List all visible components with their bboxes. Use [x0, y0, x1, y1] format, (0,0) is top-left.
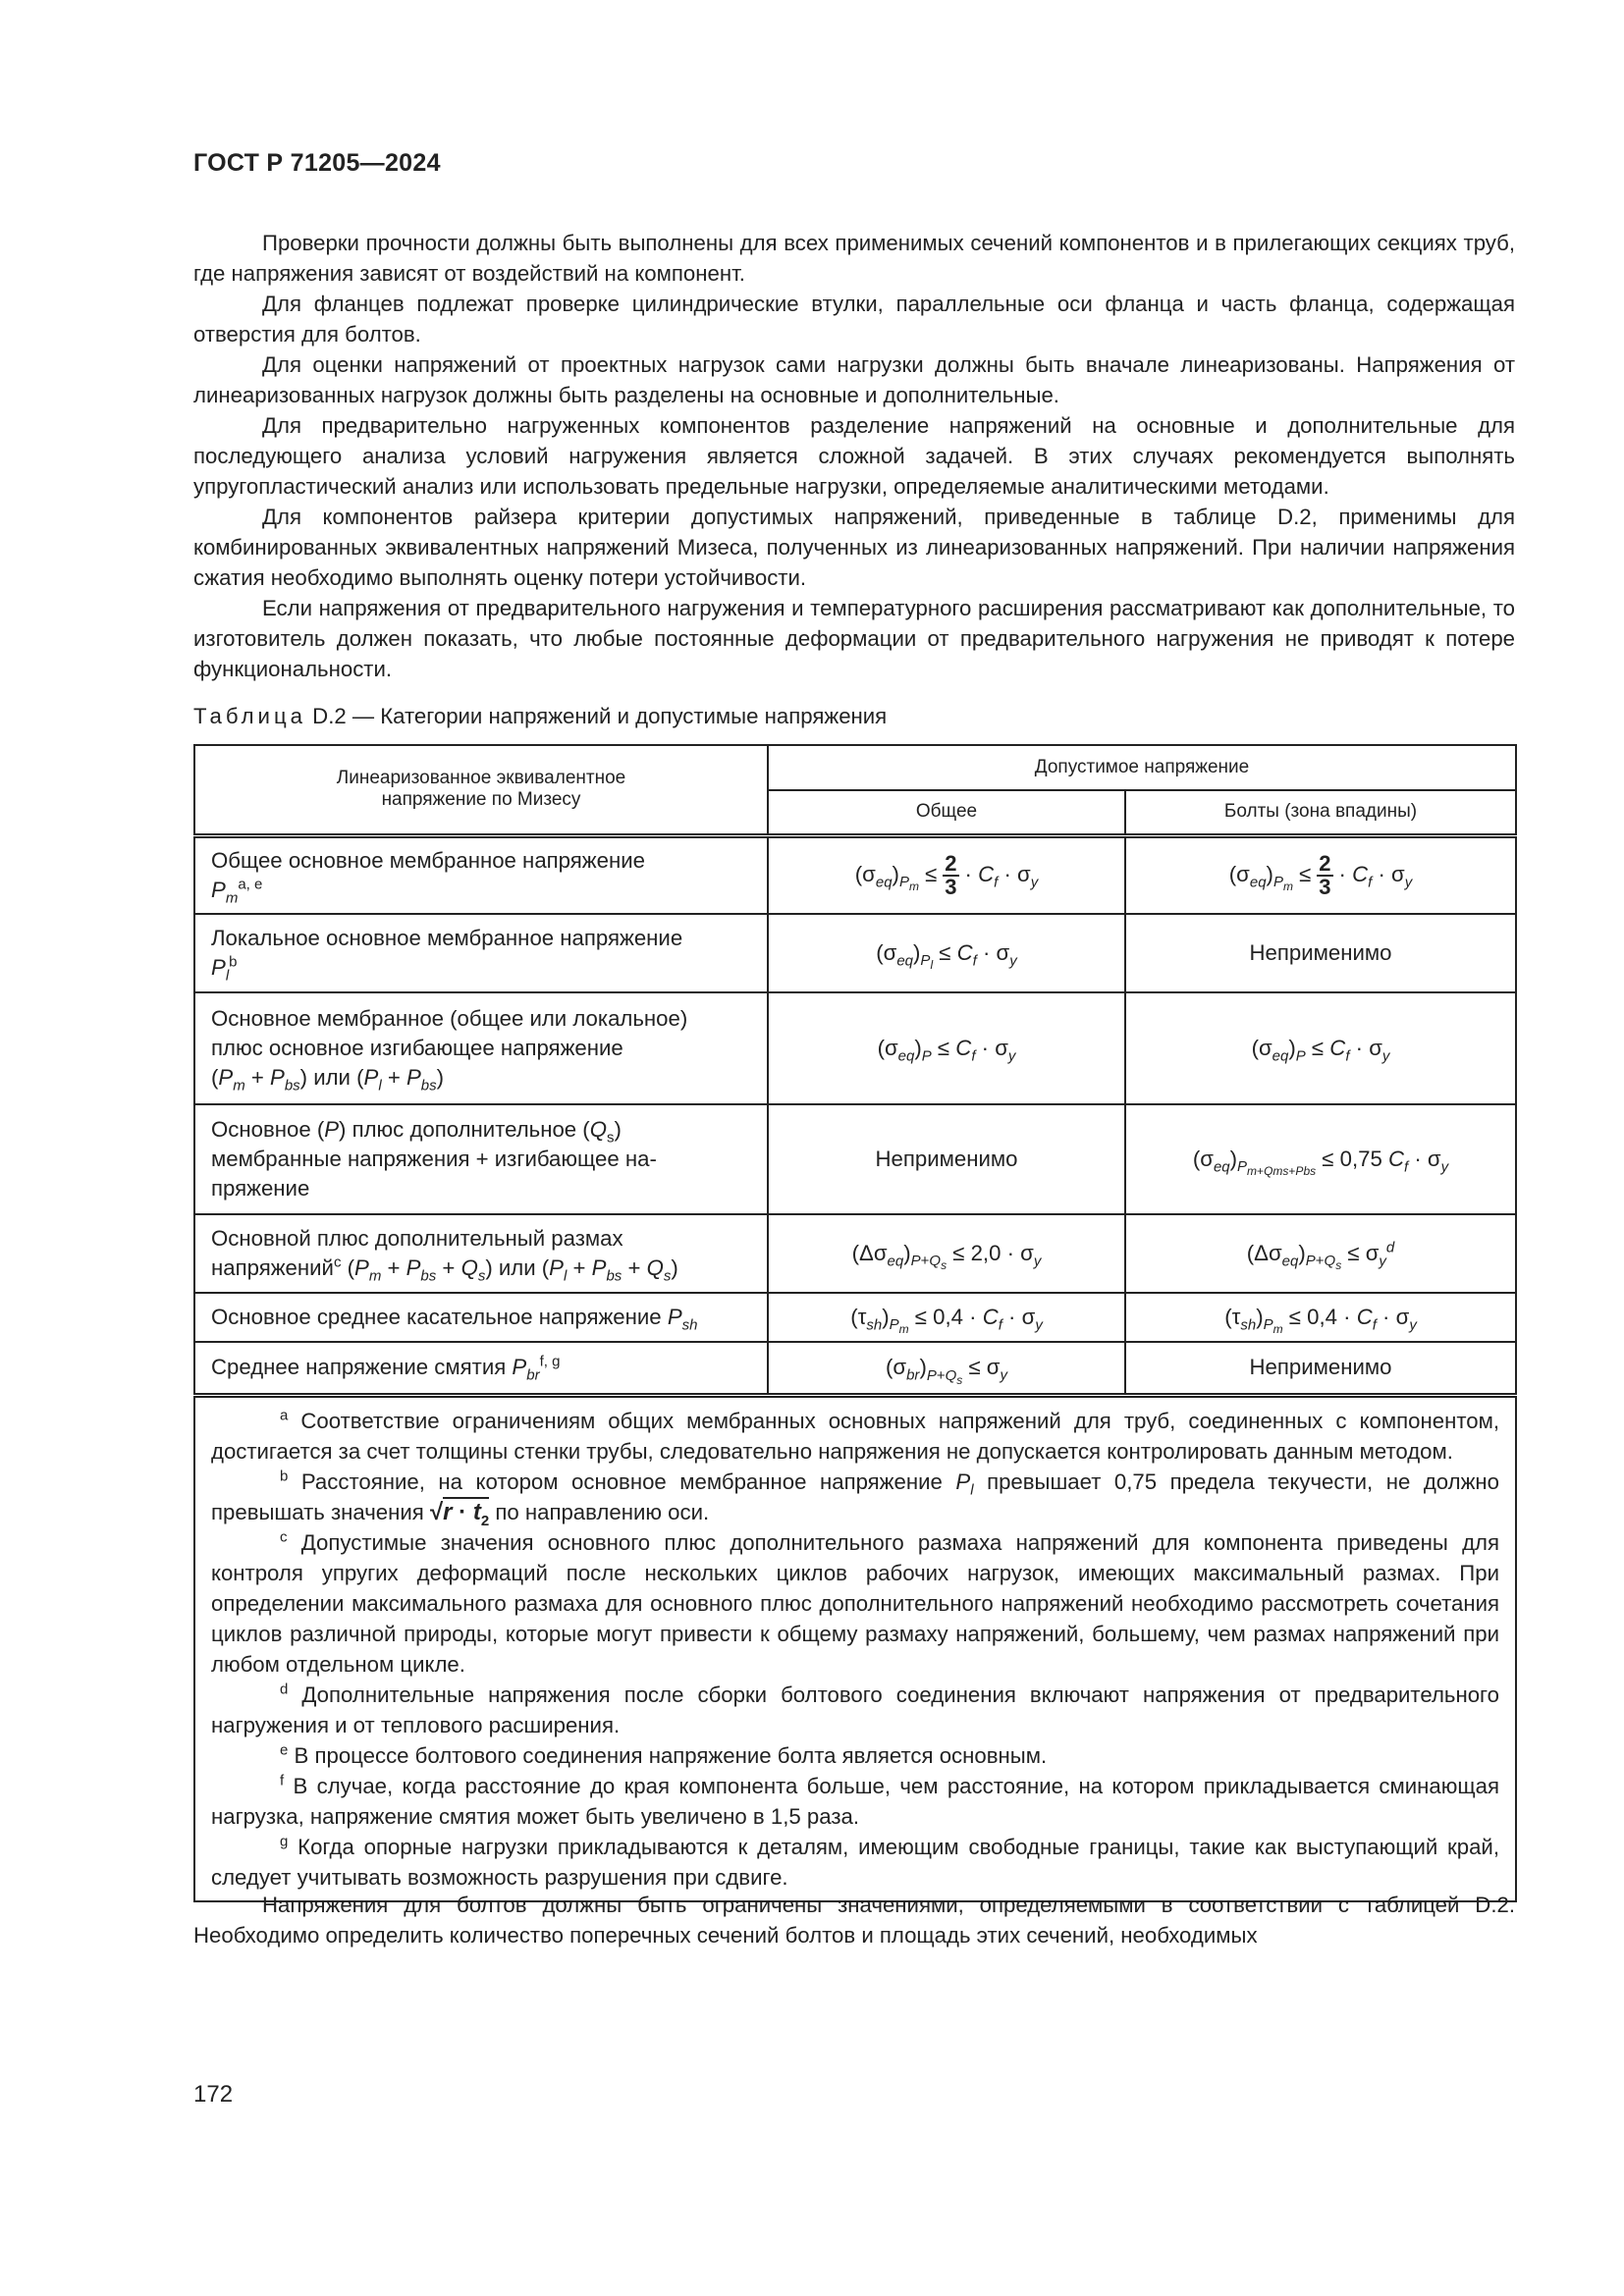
stress-table — [193, 744, 1517, 1902]
table-row — [194, 835, 1516, 914]
table-row — [194, 1214, 1516, 1293]
col-header-allowable: Допустимое напряжение — [768, 745, 1516, 790]
row-label: Основной плюс дополнительный размах напряжений$^c$ $(P_m + P_{bs} + Q_s)$ или $(P_l + P_{bs} + Q_s)$ — [194, 1214, 768, 1293]
footnote-g: $^g$ Когда опорные нагрузки прикладываются к деталям, имеющим свободные границы, такие как выступающий край, следует учитывать возможность разрушения при сдвиге. — [211, 1833, 1499, 1890]
col-header-bolts: Болты (зона впадины) — [1125, 790, 1516, 835]
footnote-c: $^c$ Допустимые значения основного плюс дополнительного размаха напряжений для компонента приведены для контроля упругих деформаций после нескольких циклов рабочих нагрузок, имеющих максимальный размах. При определении максимального размаха для основного плюс дополнительного напряжений необходимо рассмотреть сочетания циклов различной природы, которые могут привести к общему размаху напряжений, большему, чем размах напряжений при любом отдельном цикле. — [211, 1528, 1499, 1677]
after-table-text — [193, 1890, 1515, 1950]
criterion-bolts: $(\sigma_{eq})_P \le C_f \cdot \sigma_y$ — [1125, 992, 1516, 1104]
table-caption-prefix: Таблица — [193, 704, 306, 728]
row-label: Локальное основное мембранное напряжение $P_l^b$ — [194, 914, 768, 992]
row-label: Основное (P) плюс дополнительное $(Q_s)$ мембранные напряжения + изгибающее на- пряжение — [194, 1104, 768, 1214]
criterion-general: $(\sigma_{eq})_{P_m}$ ≤ $\frac{2}{3}$ · $C_f \cdot \sigma_y$ — [768, 835, 1125, 914]
paragraph: Проверки прочности должны быть выполнены для всех применимых сечений компонентов и в прилегающих секциях труб, где напряжения зависят от воздействий на компонент. — [193, 231, 1515, 286]
paragraph: Для фланцев подлежат проверке цилиндрические втулки, параллельные оси фланца и часть фланца, содержащая отверстия для болтов. — [193, 292, 1515, 347]
table-row — [194, 1342, 1516, 1395]
criterion-bolts: $(\tau_{sh})_{P_m} \le 0,4 \cdot C_f \cdot \sigma_y$ — [1125, 1293, 1516, 1342]
table-caption-text: D.2 — Категории напряжений и допустимые напряжения — [312, 704, 888, 728]
table-caption — [193, 704, 887, 729]
table-row — [194, 1104, 1516, 1214]
table-row — [194, 992, 1516, 1104]
footnote-f: $^f$ В случае, когда расстояние до края компонента больше, чем расстояние, на котором прикладывается сминающая нагрузка, напряжение смятия может быть увеличено в 1,5 раза. — [211, 1772, 1499, 1829]
criterion-general: $(\tau_{sh})_{P_m} \le 0,4 \cdot C_f \cdot \sigma_y$ — [768, 1293, 1125, 1342]
paragraph: Если напряжения от предварительного нагружения и температурного расширения рассматривают как дополнительные, то изготовитель должен показать, что любые постоянные деформации от предварительного нагружения не приводят к потере функциональности. — [193, 596, 1515, 681]
col-header-general: Общее — [768, 790, 1125, 835]
paragraph: Для предварительно нагруженных компонентов разделение напряжений на основные и дополнительные для последующего анализа условий нагружения является сложной задачей. В этих случаях рекомендуется выполнять упругопластический анализ или использовать предельные нагрузки, определяемые аналитическими методами. — [193, 413, 1515, 499]
row-label: Основное мембранное (общее или локальное) плюс основное изгибающее напряжение $(P_m + P_{bs})$ или $(P_l + P_{bs})$ — [194, 992, 768, 1104]
footnotes-cell — [194, 1395, 1516, 1901]
criterion-bolts: Неприменимо — [1125, 914, 1516, 992]
col-header-stress: Линеаризованное эквивалентное напряжение по Мизесу — [194, 745, 768, 835]
footnote-b: $^b$ Расстояние, на котором основное мембранное напряжение $P_l$ превышает 0,75 предела текучести, не должно превышать значения $√r \cdot t_2$ по направлению оси. — [211, 1468, 1500, 1529]
criterion-general: $(\sigma_{eq})_P \le C_f \cdot \sigma_y$ — [768, 992, 1125, 1104]
criterion-bolts: Неприменимо — [1125, 1342, 1516, 1395]
row-label: Среднее напряжение смятия $P_{br}^{f, g}$ — [194, 1342, 768, 1395]
criterion-general: $(\sigma_{br})_{P+Q_s} \le \sigma_y$ — [768, 1342, 1125, 1395]
criterion-general: $(\Delta\sigma_{eq})_{P+Q_s} \le 2,0 \cdot \sigma_y$ — [768, 1214, 1125, 1293]
row-label: Общее основное мембранное напряжение $P_m^{a, e}$ — [194, 835, 768, 914]
table-row — [194, 1293, 1516, 1342]
footnote-e: $^e$ В процессе болтового соединения напряжение болта является основным. — [280, 1741, 1048, 1768]
criterion-bolts: $(\sigma_{eq})_{P_{m+Qms+Pbs}} \le 0,75$ $C_f \cdot \sigma_y$ — [1125, 1104, 1516, 1214]
table-footnotes — [194, 1395, 1516, 1901]
row-label: Основное среднее касательное напряжение $P_{sh}$ — [194, 1293, 768, 1342]
page-number: 172 — [193, 2081, 234, 2108]
criterion-general: Неприменимо — [768, 1104, 1125, 1214]
criterion-general: $(\sigma_{eq})_{P_l} \le C_f \cdot \sigma_y$ — [768, 914, 1125, 992]
paragraph: Напряжения для болтов должны быть ограничены значениями, определяемыми в соответствии с таблицей D.2. Необходимо определить количество поперечных сечений болтов и площадь этих сечений, необходимых — [193, 1893, 1515, 1948]
table-row — [194, 914, 1516, 992]
paragraph: Для оценки напряжений от проектных нагрузок сами нагрузки должны быть вначале линеаризованы. Напряжения от линеаризованных нагрузок должны быть разделены на основные и дополнительные. — [193, 352, 1515, 407]
footnote-a: $^a$ Соответствие ограничениям общих мембранных основных напряжений для труб, соединенных с компонентом, достигается за счет толщины стенки трубы, следовательно напряжения не допускается контролировать данным методом. — [211, 1407, 1499, 1464]
criterion-bolts: $(\Delta\sigma_{eq})_{P+Q_s} \le \sigma_y^d$ — [1125, 1214, 1516, 1293]
intro-text — [193, 228, 1515, 684]
document-header: ГОСТ Р 71205—2024 — [193, 149, 441, 177]
criterion-bolts: $(\sigma_{eq})_{P_m}$ ≤ $\frac{2}{3}$ · $C_f \cdot \sigma_y$ — [1125, 835, 1516, 914]
paragraph: Для компонентов райзера критерии допустимых напряжений, приведенные в таблице D.2, применимы для комбинированных эквивалентных напряжений Мизеса, полученных из линеаризованных напряжений. При наличии напряжения сжатия необходимо выполнять оценку потери устойчивости. — [193, 505, 1515, 590]
footnote-d: $^d$ Дополнительные напряжения после сборки болтового соединения включают напряжения от предварительного нагружения и от теплового расширения. — [211, 1681, 1499, 1737]
